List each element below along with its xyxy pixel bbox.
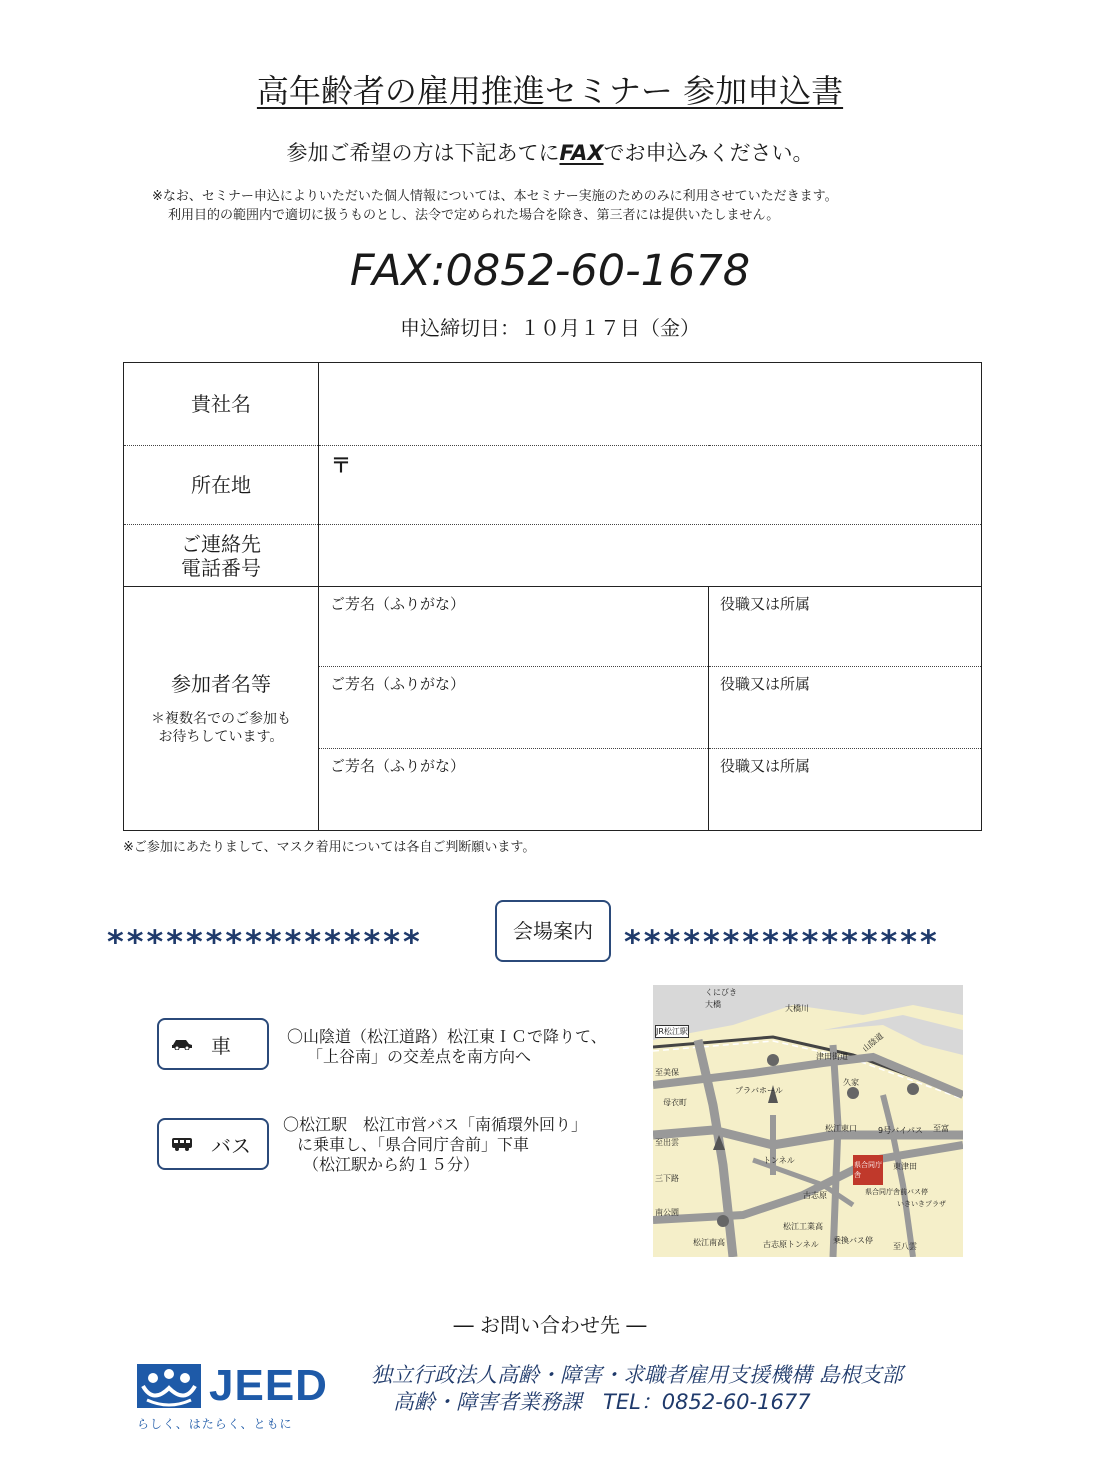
privacy-note-line1: ※なお、セミナー申込によりいただいた個人情報については、本セミナー実施のためのみに利用させていただきます。 [152, 189, 838, 204]
position-header: 役職又は所属 [720, 757, 811, 775]
map-label: 津田街道 [816, 1052, 848, 1061]
jeed-logo-tagline: らしく、はたらく、ともに [137, 1417, 293, 1431]
privacy-note-line2: 利用目的の範囲内で適切に扱うものとし、法令で定められた場合を除き、第三者には提供いたしません。 [168, 208, 780, 223]
application-form [123, 362, 982, 831]
car-icon [171, 1038, 193, 1050]
jeed-logo-icon [137, 1364, 201, 1408]
map-label: 至美保 [655, 1068, 679, 1077]
bus-box [157, 1118, 269, 1170]
participant-position-field[interactable] [709, 667, 982, 749]
page-title: 高年齢者の雇用推進セミナー 参加申込書 [256, 72, 844, 110]
company-label: 貴社名 [124, 363, 319, 446]
venue-heading: 会場案内 [495, 900, 611, 962]
map-graphic [653, 985, 963, 1257]
participants-note-line2: お待ちしています。 [158, 728, 284, 745]
map-label: 山陰道 [860, 1031, 886, 1054]
fax-number: FAX:0852-60-1678 [349, 246, 751, 296]
car-directions [287, 1027, 607, 1067]
map-label: 松江工業高 [783, 1222, 823, 1231]
participant-name-field[interactable] [319, 587, 709, 667]
bus-icon [171, 1137, 193, 1151]
map-label: 県合同庁舎 [854, 1161, 882, 1179]
participant-name-field[interactable] [319, 667, 709, 749]
map-label: 松江東口 [825, 1124, 857, 1133]
instruction-text: 参加ご希望の方は下記あてに [286, 141, 560, 165]
address-field[interactable] [319, 446, 982, 525]
organization-name: 独立行政法人高齢・障害・求職者雇用支援機構 島根支部 [371, 1363, 903, 1387]
map-label: 南公園 [655, 1208, 679, 1217]
map-label: トンネル [763, 1156, 795, 1165]
bus-label: バス [211, 1133, 251, 1158]
stars-left: **************** [107, 923, 423, 961]
participant-name-field[interactable] [319, 749, 709, 831]
bus-directions [283, 1115, 587, 1175]
map-label: 久家 [843, 1078, 859, 1087]
map-label: JR松江駅 [656, 1027, 688, 1036]
organization-department-phone: 高齢・障害者業務課 TEL：0852-60-1677 [393, 1390, 811, 1414]
map-label: 松江南高 [693, 1238, 725, 1247]
map-label: 乗換バス停 [833, 1236, 873, 1245]
car-label: 車 [211, 1033, 231, 1058]
car-directions-line1: 〇山陰道（松江道路）松江東ＩＣで降りて、 [287, 1027, 607, 1046]
map-label: 東津田 [893, 1162, 917, 1171]
position-header: 役職又は所属 [720, 675, 811, 693]
bus-directions-line1: 〇松江駅 松江市営バス「南循環外回り」 [283, 1115, 588, 1134]
participants-label-cell [124, 587, 319, 831]
bus-directions-line3: （松江駅から約１５分） [303, 1155, 480, 1174]
postal-mark: 〒 [331, 453, 351, 477]
car-directions-line2: 「上谷南」の交差点を南方向へ [307, 1047, 532, 1066]
instruction-text-end: でお申込みください。 [603, 141, 814, 165]
jeed-logo-text: JEED [209, 1361, 328, 1410]
map-label: 至富 [933, 1124, 949, 1133]
map-label: 古志原 [803, 1191, 827, 1200]
map-label: 大橋川 [785, 1004, 809, 1013]
map-label: 県合同庁舎前バス停 [865, 1188, 928, 1196]
address-label: 所在地 [124, 446, 319, 525]
name-header: ご芳名（ふりがな） [330, 595, 466, 613]
map-label: プラバホール [735, 1086, 783, 1095]
map-label: 至出雲 [655, 1138, 679, 1147]
map-label: 古志原トンネル [763, 1240, 819, 1249]
car-box [157, 1018, 269, 1070]
map-label: いきいきプラザ [897, 1200, 946, 1208]
map-label: 至八雲 [893, 1242, 917, 1251]
participants-note [124, 710, 318, 746]
participants-label: 参加者名等 [171, 671, 271, 696]
contact-heading: ― お問い合わせ先 ― [453, 1313, 647, 1337]
map-label: 大橋 [705, 1000, 721, 1009]
map-label: 9号バイパス [878, 1126, 923, 1135]
participant-position-field[interactable] [709, 749, 982, 831]
deadline: 申込締切日：１０月１７日（金） [400, 316, 700, 340]
map-label: くにびき [705, 988, 737, 997]
jeed-logo [137, 1361, 328, 1432]
company-field[interactable] [319, 363, 982, 446]
fax-instruction [0, 137, 1100, 167]
contact-label-line1: ご連絡先 [181, 531, 261, 556]
contact-label-line2: 電話番号 [181, 555, 261, 580]
map-label: 三下路 [655, 1174, 679, 1183]
privacy-note [152, 187, 838, 225]
bus-directions-line2: に乗車し、「県合同庁舎前」下車 [297, 1135, 530, 1154]
participant-position-field[interactable] [709, 587, 982, 667]
fax-word: FAX [559, 141, 604, 165]
stars-right: **************** [624, 923, 940, 961]
contact-label [124, 525, 319, 587]
mask-note: ※ご参加にあたりまして、マスク着用については各自ご判断願います。 [123, 840, 536, 855]
phone-field[interactable] [319, 525, 982, 587]
name-header: ご芳名（ふりがな） [330, 757, 466, 775]
organization-info [371, 1362, 903, 1416]
map-label: 母衣町 [663, 1098, 687, 1107]
position-header: 役職又は所属 [720, 595, 811, 613]
venue-map[interactable] [653, 985, 963, 1257]
name-header: ご芳名（ふりがな） [330, 675, 466, 693]
participants-note-line1: ＊複数名でのご参加も [151, 710, 291, 727]
